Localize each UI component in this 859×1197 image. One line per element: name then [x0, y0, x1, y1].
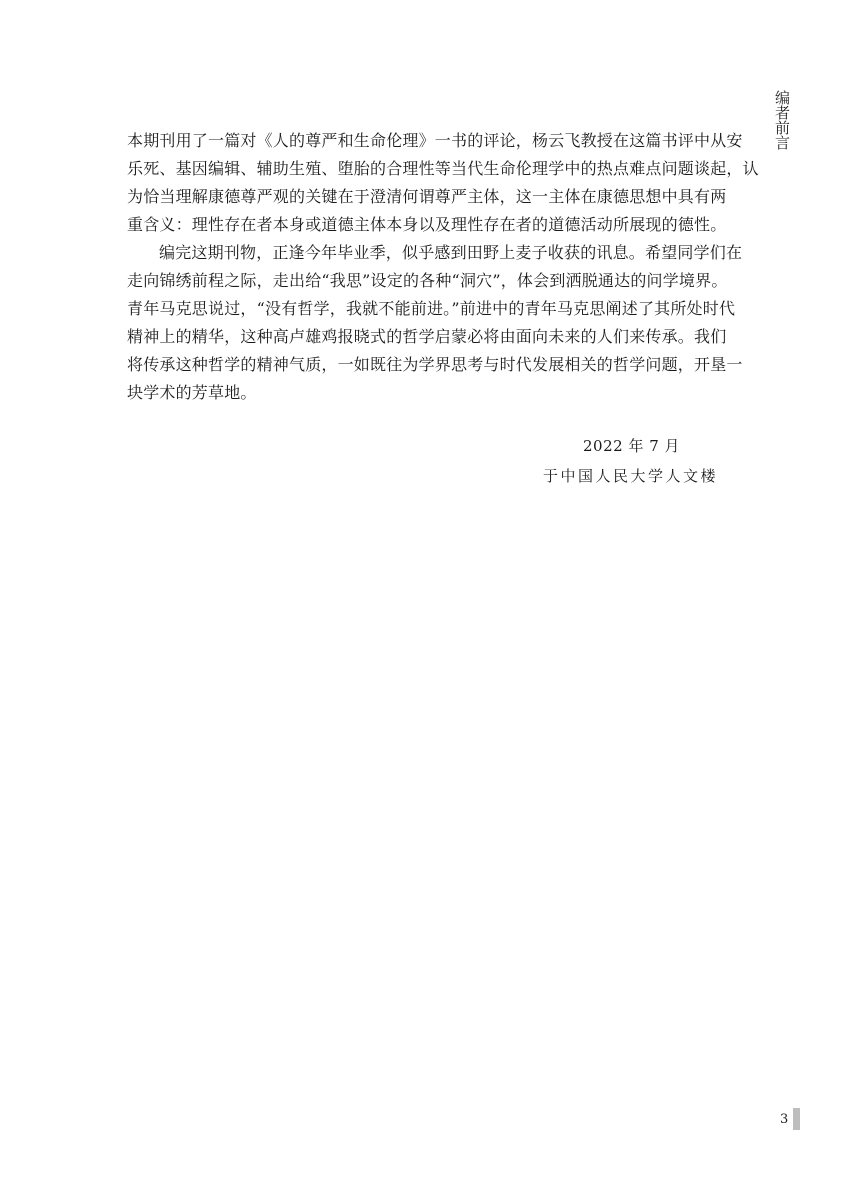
- signature-date: 2022 年 7 月: [583, 437, 681, 455]
- paragraph-line: 为恰当理解康德尊严观的关键在于澄清何谓尊严主体，这一主体在康德思想中具有两: [127, 187, 727, 206]
- preface-body: [127, 127, 759, 407]
- paragraph-line: 乐死、基因编辑、辅助生殖、堕胎的合理性等当代生命伦理学中的热点难点问题谈起，认: [127, 159, 759, 178]
- paragraph-2: [127, 239, 743, 407]
- paragraph-line: 青年马克思说过，“没有哲学，我就不能前进。”前进中的青年马克思阐述了其所处时代: [127, 299, 736, 318]
- paragraph-1: [127, 127, 759, 239]
- signature-place: 于中国人民大学人文楼: [543, 467, 719, 485]
- paragraph-line: 走向锦绣前程之际，走出给“我思”设定的各种“洞穴”，体会到洒脱通达的问学境界。: [127, 271, 728, 290]
- paragraph-line: 将传承这种哲学的精神气质，一如既往为学界思考与时代发展相关的哲学问题，开垦一: [127, 355, 743, 374]
- page-number: 3: [780, 1112, 789, 1127]
- paragraph-line: 重含义：理性存在者本身或道德主体本身以及理性存在者的道德活动所展现的德性。: [127, 215, 727, 234]
- paragraph-line: 精神上的精华，这种高卢雄鸡报晓式的哲学启蒙必将由面向未来的人们来传承。我们: [127, 327, 727, 346]
- paragraph-line: 块学术的芳草地。: [127, 383, 257, 402]
- paragraph-line: 本期刊用了一篇对《人的尊严和生命伦理》一书的评论，杨云飞教授在这篇书评中从安: [127, 131, 743, 150]
- section-label: 编者前言: [773, 90, 791, 150]
- page-edge-bar: [793, 1108, 800, 1130]
- paragraph-line: 编完这期刊物，正逢今年毕业季，似乎感到田野上麦子收获的讯息。希望同学们在: [159, 243, 743, 262]
